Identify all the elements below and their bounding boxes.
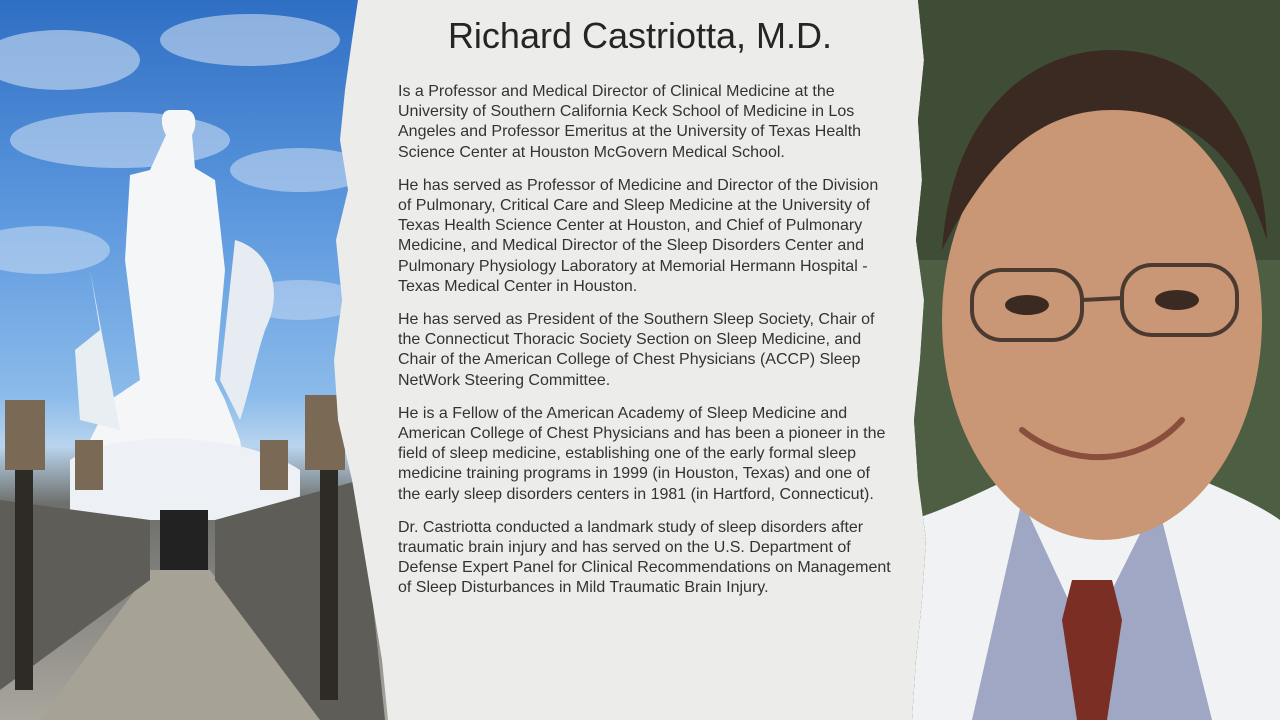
bio-paragraph: Is a Professor and Medical Director of Clinical Medicine at the University of Southern California Keck School of Medicine in Los Angeles and Professor Emeritus at the University of Texas Health Science Center at Houston McGovern Medical School. bbox=[398, 83, 862, 161]
bio-paragraph: He is a Fellow of the American Academy of Sleep Medicine and American College of Chest Physicians and has been a pioneer in the field of sleep medicine, establishing one of the early formal sleep medicine training programs in 1999 (in Houston, Texas) and one of the early sleep disorders centers in 1981 (in Hartford, Connecticut). bbox=[398, 404, 886, 503]
bio-paragraph: He has served as Professor of Medicine and Director of the Division of Pulmonary, Critical Care and Sleep Medicine at the University of Texas Health Science Center at Houston, and Chief of Pulmonary Medicine, and Medical Director of the Sleep Disorders Center and Pulmonary Physiology Laboratory at Memorial Hermann Hospital - Texas Medical Center in Houston. bbox=[398, 176, 879, 295]
bio-paragraph: Dr. Castriotta conducted a landmark study of sleep disorders after traumatic brain injury and has served on the U.S. Department of Defense Expert Panel for Clinical Recommendations on Management of Sleep Disturbances in Mild Traumatic Brain Injury. bbox=[398, 518, 891, 597]
statue-bridge-photo bbox=[0, 0, 400, 720]
statue-illustration bbox=[0, 0, 400, 720]
bio-text bbox=[398, 82, 893, 612]
bio-paragraph: He has served as President of the Southern Sleep Society, Chair of the Connecticut Thoracic Society Section on Sleep Medicine, and Chair of the American College of Chest Physicians (ACCP) Sleep NetWork Steering Committee. bbox=[398, 311, 875, 389]
portrait-photo bbox=[912, 0, 1280, 720]
slide-title: Richard Castriotta, M.D. bbox=[447, 15, 833, 56]
portrait-illustration bbox=[912, 0, 1280, 720]
